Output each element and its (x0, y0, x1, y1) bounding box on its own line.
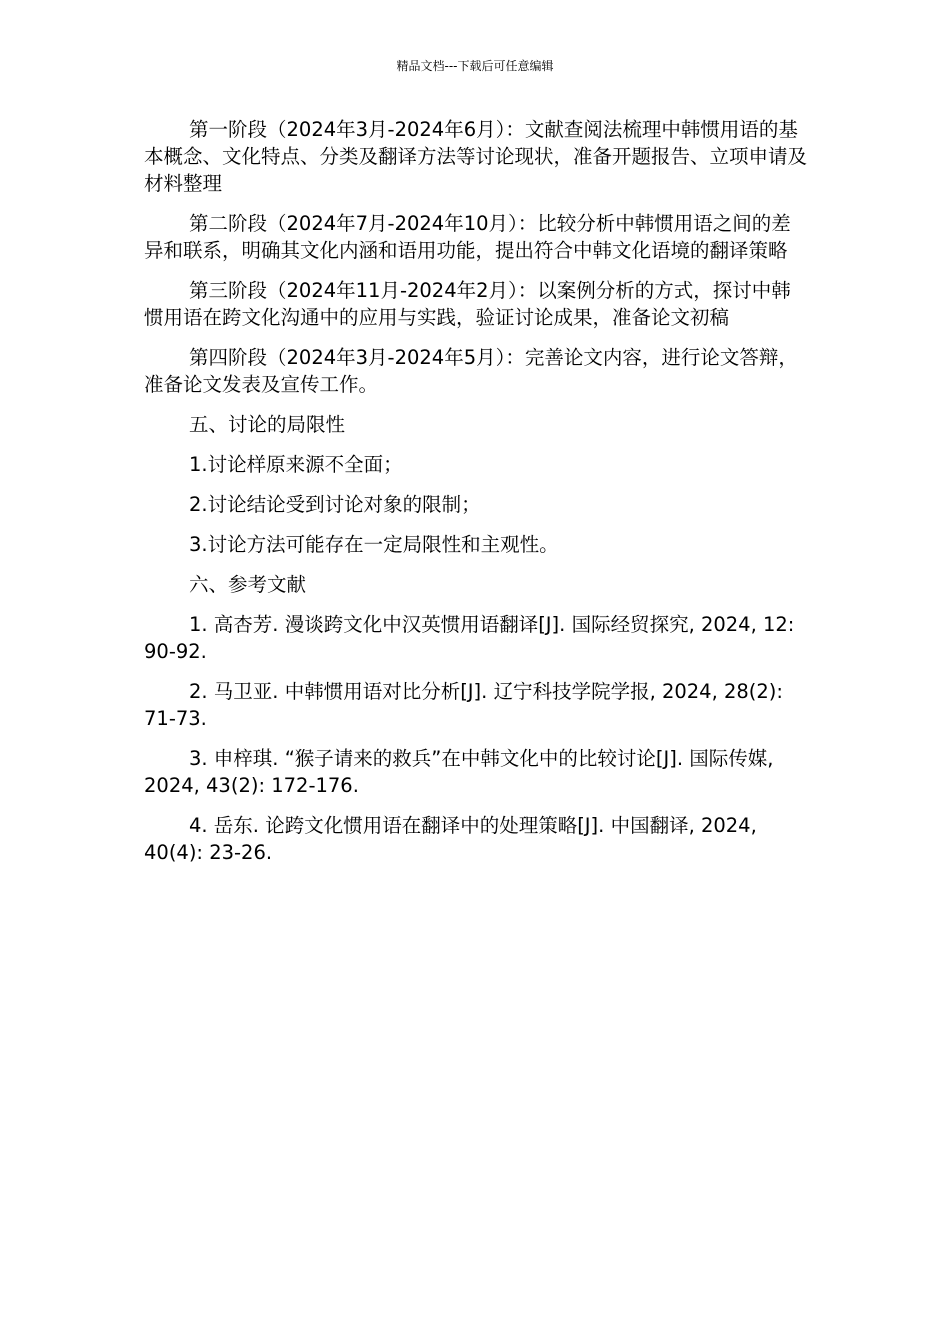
page-header: 精品文档---下载后可任意编辑 (396, 59, 554, 73)
schedule-stage-2: 第二阶段（2024年7月-2024年10月）：比较分析中韩惯用语之间的差异和联系，明确其文化内涵和语用功能，提出符合中韩文化语境的翻译策略 (144, 212, 791, 262)
document-body (144, 116, 808, 879)
limitations-heading: 五、讨论的局限性 (189, 413, 346, 436)
schedule-stage-3: 第三阶段（2024年11月-2024年2月）：以案例分析的方式，探讨中韩惯用语在跨文化沟通中的应用与实践，验证讨论成果，准备论文初稿 (144, 279, 791, 329)
reference-item-2: 2. 马卫亚. 中韩惯用语对比分析[J]. 辽宁科技学院学报, 2024, 28(2): 71-73. (144, 680, 783, 730)
schedule-stage-1: 第一阶段（2024年3月-2024年6月）：文献查阅法梳理中韩惯用语的基本概念、文化特点、分类及翻译方法等讨论现状，准备开题报告、立项申请及材料整理 (144, 118, 808, 195)
reference-item-4: 4. 岳东. 论跨文化惯用语在翻译中的处理策略[J]. 中国翻译, 2024, 40(4): 23-26. (144, 814, 757, 864)
limitation-item-2: 2.讨论结论受到讨论对象的限制； (189, 493, 481, 516)
schedule-stage-4: 第四阶段（2024年3月-2024年5月）：完善论文内容，进行论文答辩，准备论文发表及宣传工作。 (144, 346, 798, 396)
references-heading: 六、参考文献 (189, 573, 307, 596)
limitation-item-1: 1.讨论样原来源不全面； (189, 453, 403, 476)
reference-item-1: 1. 高杏芳. 漫谈跨文化中汉英惯用语翻译[J]. 国际经贸探究, 2024, 12: 90-92. (144, 613, 795, 663)
limitation-item-3: 3.讨论方法可能存在一定局限性和主观性。 (189, 533, 559, 556)
reference-item-3: 3. 申梓琪. “猴子请来的救兵”在中韩文化中的比较讨论[J]. 国际传媒, 2024, 43(2): 172-176. (144, 747, 774, 797)
